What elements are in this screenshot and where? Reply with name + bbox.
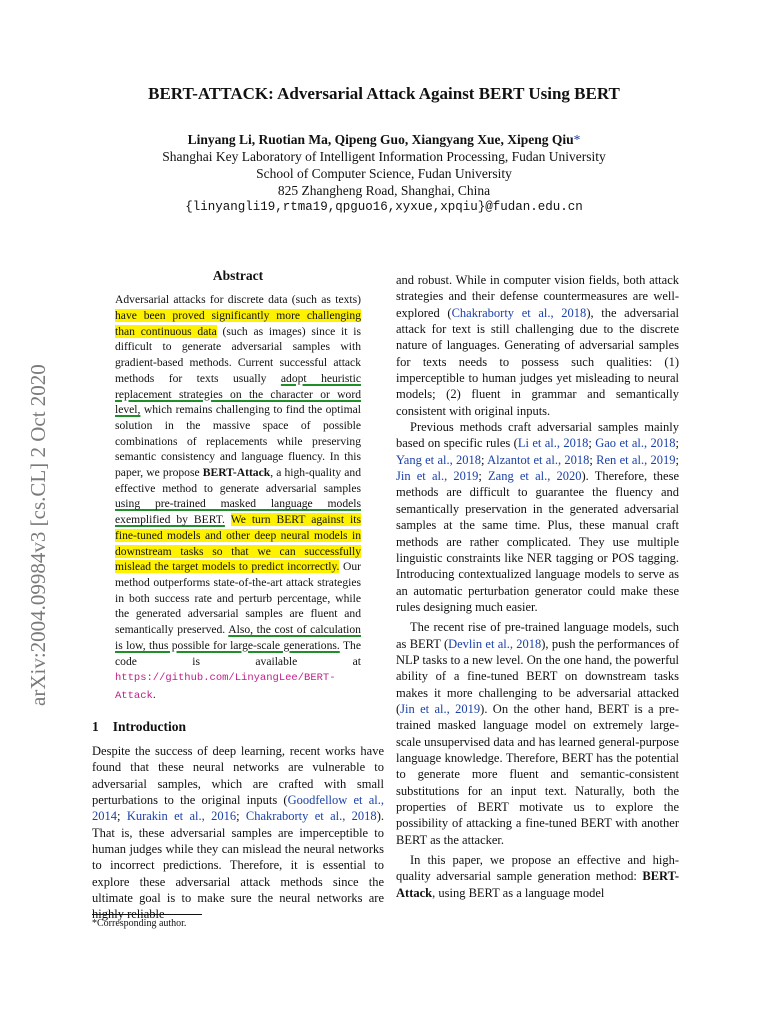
right-paragraph-1: and robust. While in computer vision fields, both attack strategies and their defense countermeasures are well-explored (Chakraborty et al., 2018), the adversarial attack for text is still challenging due to the discrete nature of languages. Generating of adversarial samples for texts needs to possess such qualities: (1) imperceptible to human judges yet misleading to neural models; (2) fluent in grammar and semantically consistent with original inputs.: [396, 273, 680, 418]
introduction-heading: 1 Introduction: [92, 718, 187, 734]
right-paragraph-4: In this paper, we propose an effective and high-quality adversarial sample generation method: BERT-Attack, using BERT as a language model: [396, 853, 679, 900]
citation-link[interactable]: Alzantot et al., 2018: [487, 452, 590, 467]
citation-link[interactable]: Chakraborty et al., 2018: [245, 809, 377, 824]
citation-link[interactable]: Li et al., 2018: [517, 436, 589, 451]
left-column: [92, 268, 384, 923]
underline-3: Also, the cost of calculation is low, thus possible for large-scale generations.: [115, 623, 361, 652]
affiliation-school: School of Computer Science, Fudan University: [256, 166, 512, 181]
citation-link[interactable]: Yang et al., 2018: [396, 452, 482, 467]
citation-link[interactable]: Kurakin et al., 2016: [126, 809, 237, 824]
paper-title: BERT-ATTACK: Adversarial Attack Against BERT Using BERT: [148, 84, 620, 103]
citation-link[interactable]: Jin et al., 2019: [396, 469, 479, 484]
intro-paragraph-1: Despite the success of deep learning, recent works have found that these neural networks are vulnerable to adversarial samples, which are crafted with small perturbations to the original inputs (Goodfellow et al., 2014; Kurakin et al., 2016; Chakraborty et al., 2018). That is, these adversarial samples are imperceptible to human judges while they can mislead the neural networks to incorrect predictions. Therefore, it is essential to explore these adversarial attack methods since the ultimate goal is to make sure the neural networks are highly reliable: [92, 743, 384, 922]
right-column: [396, 272, 679, 901]
corresponding-author-mark[interactable]: *: [573, 132, 581, 147]
abstract-heading: Abstract: [212, 268, 264, 283]
author-block: [0, 131, 768, 216]
right-paragraph-3: The recent rise of pre-trained language models, such as BERT (Devlin et al., 2018), push the performances of NLP tasks to a new level. On the one hand, the powerful ability of a fine-tuned BERT on downstream tasks makes it more challenging to be adversarial attacked (Jin et al., 2019). On the other hand, BERT is a pre-trained masked language model on extremely large-scale unsupervised data and has learned general-purpose language knowledge. Therefore, BERT has the potential to generate more fluent and semantic-consistent substitutions for an input text. Naturally, both the properties of BERT motivate us to explore the possibility of attacking a fine-tuned BERT with another BERT as the attacker.: [396, 620, 679, 847]
citation-link[interactable]: Jin et al., 2019: [400, 701, 481, 716]
footnote: *Corresponding author.: [92, 918, 187, 929]
citation-link[interactable]: Goodfellow et al., 2014: [92, 793, 384, 824]
right-paragraph-2: Previous methods craft adversarial samples mainly based on specific rules (Li et al., 2018; Gao et al., 2018; Yang et al., 2018; Alzantot et al., 2018; Ren et al., 2019; Jin et al., 2019; Zang et al., 2020). Therefore, these methods are difficult to guarantee the fluency and semantically preservation in the generated adversarial samples at the same time. Plus, these manual craft methods are rather complicated. They use multiple linguistic constraints like NER tagging or POS tagging. Introducing contextualized language models to serve as an automatic perturbation generator could make these rules designing much easier.: [396, 420, 679, 614]
code-url-link[interactable]: https://github.com/LinyangLee/BERT-Attack: [115, 672, 336, 702]
affiliation-address: 825 Zhangheng Road, Shanghai, China: [277, 183, 491, 198]
footnote-rule: [92, 914, 202, 915]
author-names: Linyang Li, Ruotian Ma, Qipeng Guo, Xiangyang Xue, Xipeng Qiu*: [187, 132, 581, 147]
abstract-text: Adversarial attacks for discrete data (such as texts) have been proved significantly more challenging than continuous data (such as images) since it is difficult to generate adversarial samples with gradient-based methods. Current successful attack methods for texts usually adopt heuristic replacement strategies on the character or word level, which remains challenging to find the optimal solution in the massive space of possible combinations of replacements while preserving semantic consistency and language fluency. In this paper, we propose BERT-Attack, a high-quality and effective method to generate adversarial samples using pre-trained masked language models exemplified by BERT. We turn BERT against its fine-tuned models and other deep neural models in downstream tasks so that we can successfully mislead the target models to predict incorrectly. Our method outperforms state-of-the-art attack strategies in both success rate and perturb percentage, while the generated adversarial samples are fluent and semantically preserved. Also, the cost of calculation is low, thus possible for large-scale generations. The code is available at https://github.com/LinyangLee/BERT-Attack.: [115, 293, 362, 702]
citation-link[interactable]: Devlin et al., 2018: [448, 636, 542, 651]
affiliation-lab: Shanghai Key Laboratory of Intelligent Information Processing, Fudan University: [162, 149, 606, 164]
highlight-2: We turn BERT against its fine-tuned models and other deep neural models in downstream tasks so that we can successfully mislead the target models to predict incorrectly.: [115, 513, 361, 574]
underline-1: adopt heuristic replacement strategies on the character or word level,: [115, 371, 361, 417]
citation-link[interactable]: Gao et al., 2018: [595, 436, 676, 451]
underline-2: using pre-trained masked language models exemplified by BERT.: [115, 497, 361, 527]
arxiv-identifier: arXiv:2004.09984v3 [cs.CL] 2 Oct 2020: [26, 364, 50, 706]
citation-link[interactable]: Zang et al., 2020: [488, 469, 582, 484]
citation-link[interactable]: Ren et al., 2019: [596, 452, 676, 467]
citation-link[interactable]: Chakraborty et al., 2018: [451, 305, 587, 320]
highlight-1: have been proved significantly more challenging than continuous data: [115, 309, 361, 338]
author-emails: {linyangli19,rtma19,qpguo16,xyxue,xpqiu}@fudan.edu.cn: [185, 200, 583, 214]
